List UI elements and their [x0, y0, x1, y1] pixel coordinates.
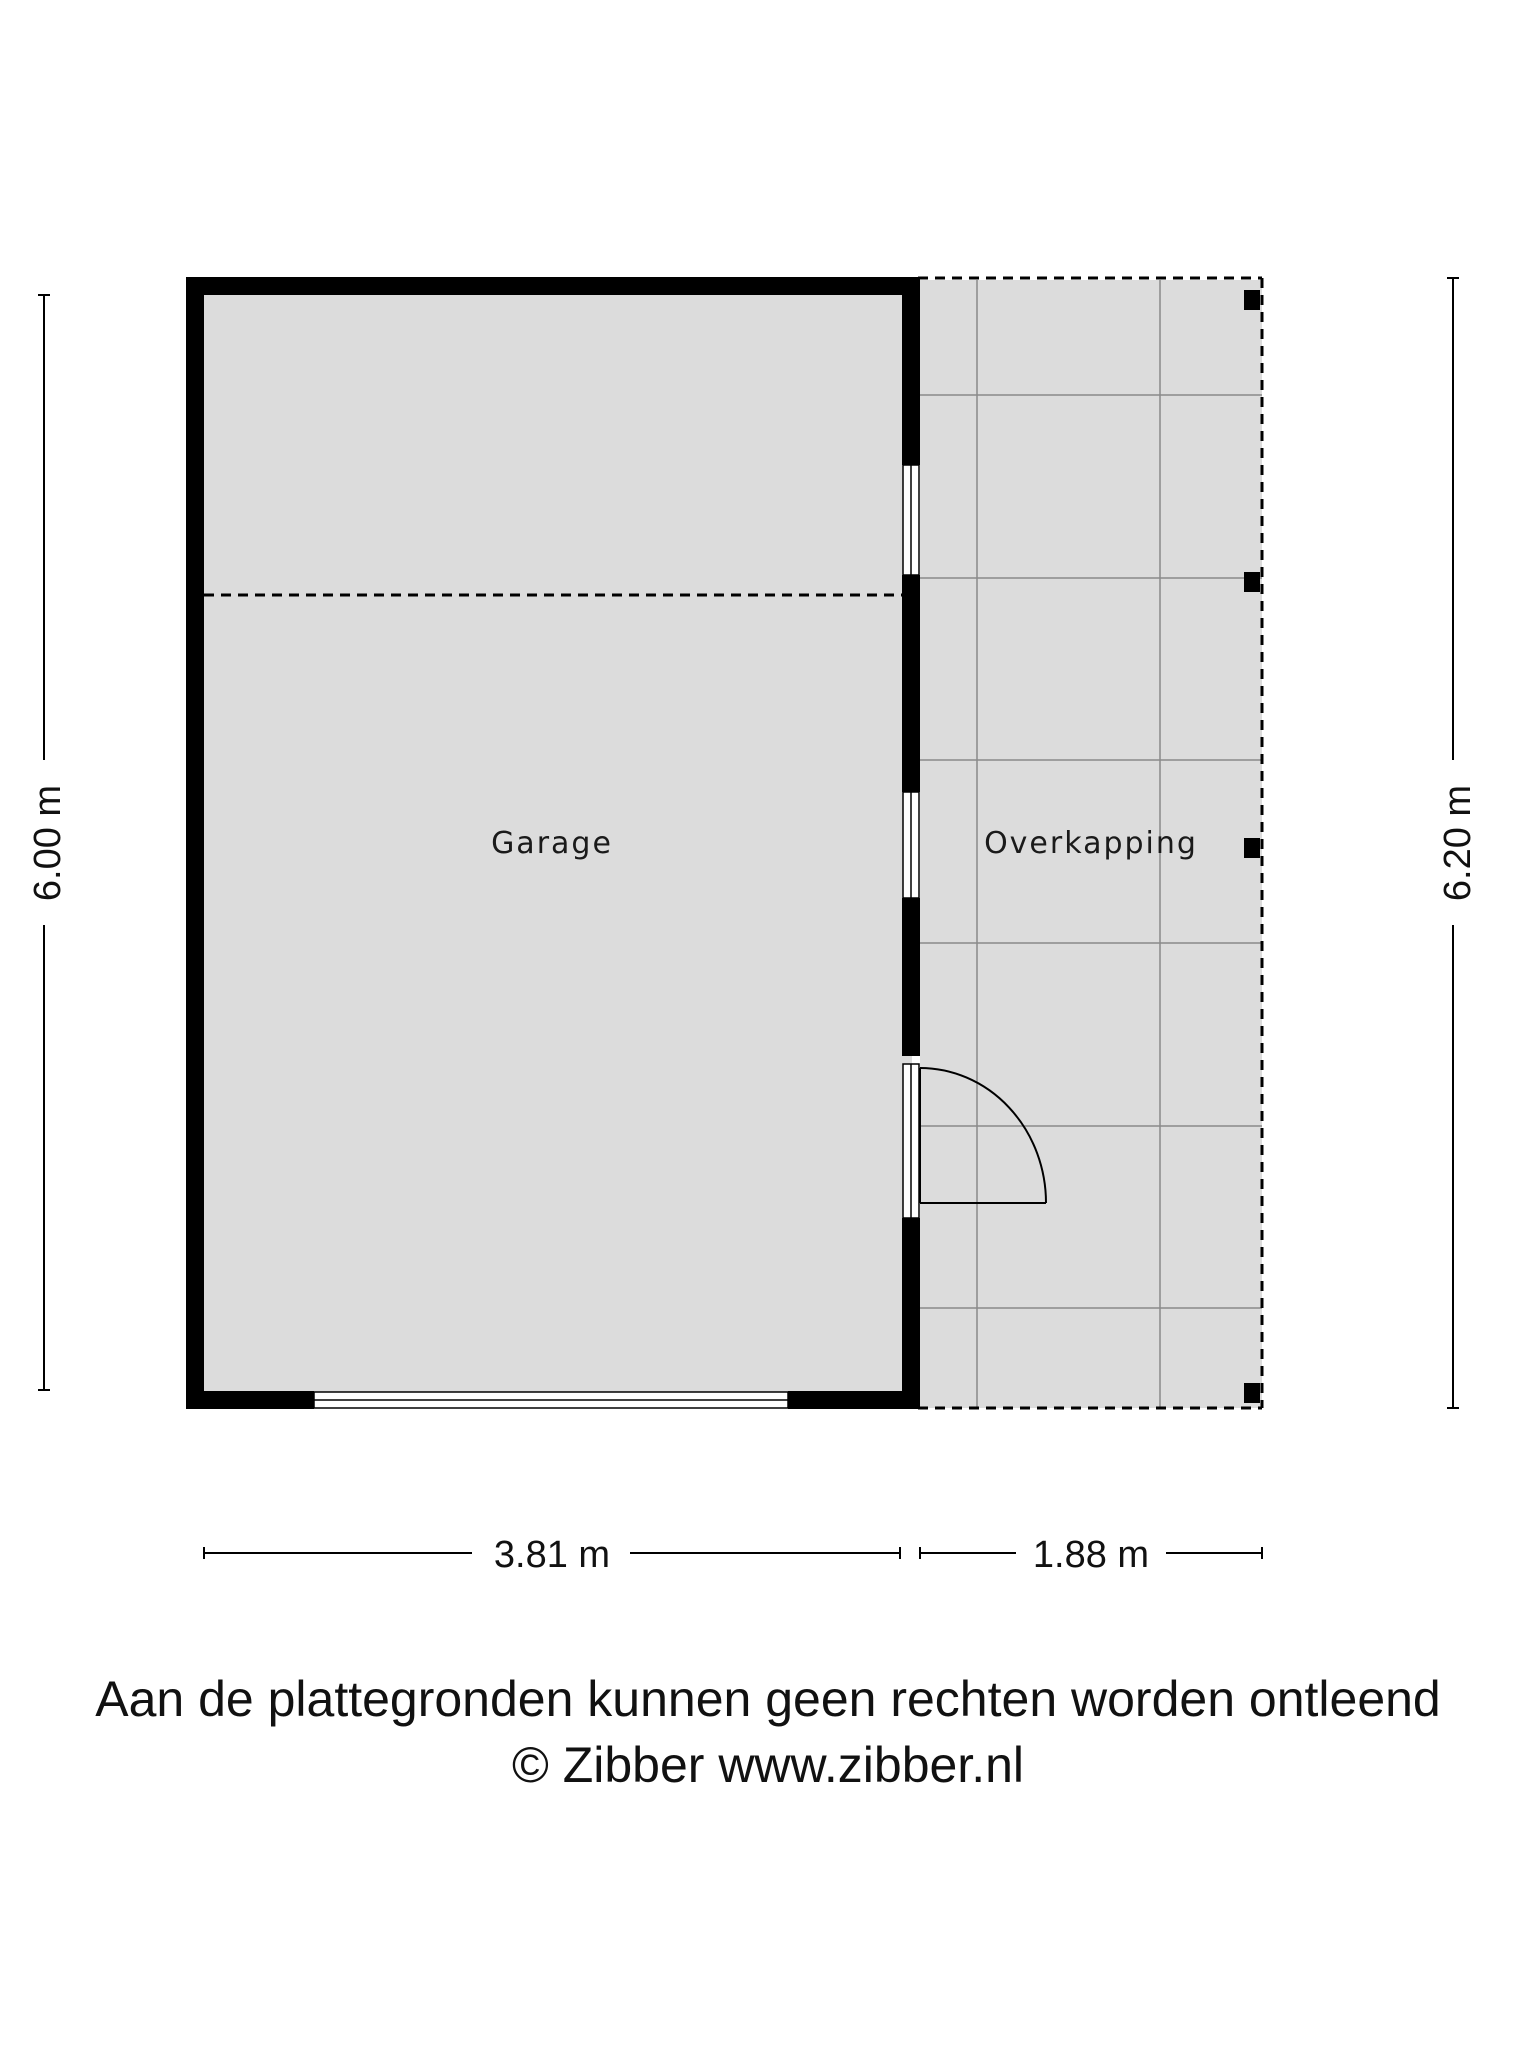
- copyright-text: © Zibber www.zibber.nl: [511, 1737, 1025, 1793]
- right-height-label: 6.20 m: [1437, 784, 1479, 902]
- wall-right-3: [902, 898, 920, 1056]
- wall-right-4: [902, 1218, 920, 1409]
- wall-bottom-left: [186, 1391, 314, 1409]
- garage-label: Garage: [491, 826, 613, 861]
- wall-bottom-right: [788, 1391, 920, 1409]
- overkapping-width-label: 1.88 m: [1032, 1534, 1150, 1576]
- garage-door: [314, 1392, 788, 1408]
- wall-right-2: [902, 575, 920, 792]
- post: [1244, 1383, 1260, 1403]
- garage-width-label: 3.81 m: [493, 1534, 611, 1576]
- wall-left: [186, 277, 204, 1409]
- wall-top: [186, 277, 920, 295]
- disclaimer-text: Aan de plattegronden kunnen geen rechten worden ontleend: [95, 1671, 1441, 1727]
- wall-right-1: [902, 277, 920, 465]
- overkapping-label: Overkapping: [984, 826, 1198, 861]
- post: [1244, 572, 1260, 592]
- left-height-label: 6.00 m: [27, 784, 69, 902]
- post: [1244, 838, 1260, 858]
- post: [1244, 290, 1260, 310]
